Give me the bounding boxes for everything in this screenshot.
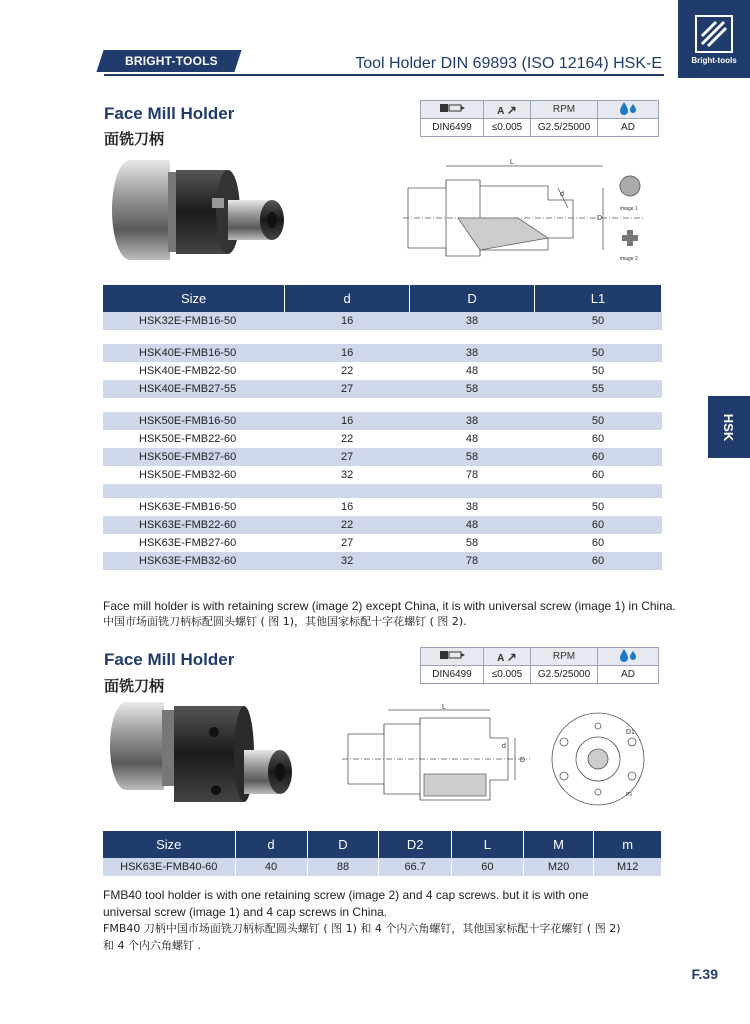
spec-coolant: AD bbox=[598, 666, 659, 684]
svg-text:image 1: image 1 bbox=[620, 206, 638, 212]
section2-subtitle: 面铣刀柄 bbox=[104, 677, 165, 695]
section2-note-en-2: universal screw (image 1) and 4 cap screws in China. bbox=[103, 905, 388, 919]
table-row: HSK50E-FMB32-60 32 78 60 bbox=[139, 469, 605, 481]
svg-text:m: m bbox=[626, 791, 632, 798]
coolant-icon bbox=[598, 648, 659, 666]
side-tab-hsk: HSK bbox=[708, 396, 750, 458]
section2-technical-drawing bbox=[340, 704, 650, 814]
spec-balance: G2.5/25000 bbox=[531, 666, 598, 684]
col-header-size: Size bbox=[103, 285, 285, 312]
col-header-L1: L1 bbox=[535, 285, 662, 312]
section1-size-table bbox=[103, 285, 662, 570]
spec-coolant: AD bbox=[598, 119, 659, 137]
table-row: HSK40E-FMB27-55 27 58 55 bbox=[103, 380, 662, 398]
col-header-d: d bbox=[285, 285, 410, 312]
din-icon bbox=[421, 648, 484, 666]
section2-product-photo bbox=[104, 698, 294, 816]
spec-standard: DIN6499 bbox=[421, 666, 484, 684]
coolant-icon bbox=[598, 101, 659, 119]
section2-note-en-1: FMB40 tool holder is with one retaining screw (image 2) and 4 cap screws. but it is with one bbox=[103, 888, 589, 902]
table-row: HSK63E-FMB22-60 22 48 60 bbox=[103, 516, 662, 534]
svg-text:image 2: image 2 bbox=[620, 256, 638, 262]
spec-balance: G2.5/25000 bbox=[531, 119, 598, 137]
table-spacer-row bbox=[103, 484, 662, 498]
brand-badge: BRIGHT-TOOLS bbox=[100, 50, 241, 72]
svg-text:L: L bbox=[442, 704, 446, 711]
svg-text:D1: D1 bbox=[626, 729, 635, 736]
col-header-m: m bbox=[594, 831, 662, 858]
svg-text:d: d bbox=[502, 743, 506, 750]
section2-note-cn-2: 和 4 个内六角螺钉 . bbox=[103, 939, 201, 952]
accuracy-icon: A ↗ bbox=[484, 101, 531, 119]
section2-size-table bbox=[103, 831, 662, 876]
svg-text:d: d bbox=[560, 191, 564, 198]
table-row: HSK50E-FMB16-50 16 38 50 bbox=[103, 412, 662, 430]
section1-technical-drawing bbox=[398, 158, 648, 268]
section1-product-photo bbox=[106, 150, 292, 280]
rpm-label: RPM bbox=[531, 101, 598, 119]
logo-text: Bright-tools bbox=[691, 55, 737, 65]
page-header-title: Tool Holder DIN 69893 (ISO 12164) HSK-E bbox=[355, 55, 662, 72]
spec-accuracy: ≤0.005 bbox=[484, 666, 531, 684]
page-number: F.39 bbox=[691, 966, 718, 982]
accuracy-icon: A ↗ bbox=[484, 648, 531, 666]
section1-note-en: Face mill holder is with retaining screw (image 2) except China, it is with universal screw (image 1) in China. bbox=[103, 599, 676, 613]
col-header-D: D bbox=[307, 831, 379, 858]
header-rule bbox=[104, 74, 664, 76]
table-row: HSK40E-FMB16-50 16 38 50 bbox=[103, 344, 662, 362]
svg-text:D: D bbox=[520, 757, 526, 764]
section1-title: Face Mill Holder bbox=[104, 104, 235, 123]
col-header-size: Size bbox=[103, 831, 235, 858]
svg-text:D: D bbox=[597, 215, 603, 222]
table-row: HSK50E-FMB27-60 27 58 60 bbox=[103, 448, 662, 466]
table-row: HSK40E-FMB22-50 22 48 50 bbox=[139, 365, 605, 377]
col-header-d: d bbox=[235, 831, 307, 858]
section1-spec-table bbox=[420, 100, 659, 137]
table-row: HSK63E-FMB40-60 40 88 66.7 60 M20 M12 bbox=[103, 858, 662, 876]
table-row: HSK63E-FMB32-60 32 78 60 bbox=[103, 552, 662, 570]
spec-accuracy: ≤0.005 bbox=[484, 119, 531, 137]
col-header-D2: D2 bbox=[379, 831, 451, 858]
table-row: HSK63E-FMB27-60 27 58 60 bbox=[139, 537, 605, 549]
section2-note-cn-1: FMB40 刀柄中国市场面铣刀柄标配圆头螺钉 ( 图 1) 和 4 个内六角螺钉，其他国家标配十字花螺钉 ( 图 2) bbox=[103, 922, 621, 935]
rpm-label: RPM bbox=[531, 648, 598, 666]
section1-subtitle: 面铣刀柄 bbox=[104, 130, 165, 148]
col-header-L: L bbox=[451, 831, 523, 858]
table-row: HSK32E-FMB16-50 16 38 50 bbox=[103, 312, 662, 330]
section1-note-cn: 中国市场面铣刀柄标配圆头螺钉 ( 图 1)，其他国家标配十字花螺钉 ( 图 2). bbox=[103, 615, 467, 628]
din-icon bbox=[421, 101, 484, 119]
section2-spec-table bbox=[420, 647, 659, 684]
logo-mark-icon bbox=[694, 14, 734, 54]
table-row: HSK63E-FMB16-50 16 38 50 bbox=[139, 501, 605, 513]
col-header-M: M bbox=[523, 831, 594, 858]
table-row: HSK50E-FMB22-60 22 48 60 bbox=[139, 433, 605, 445]
section2-title: Face Mill Holder bbox=[104, 650, 235, 669]
company-logo bbox=[678, 0, 750, 78]
table-spacer-row bbox=[103, 398, 662, 412]
col-header-D: D bbox=[410, 285, 535, 312]
svg-text:L: L bbox=[510, 159, 514, 166]
spec-standard: DIN6499 bbox=[421, 119, 484, 137]
table-spacer-row bbox=[103, 330, 662, 344]
